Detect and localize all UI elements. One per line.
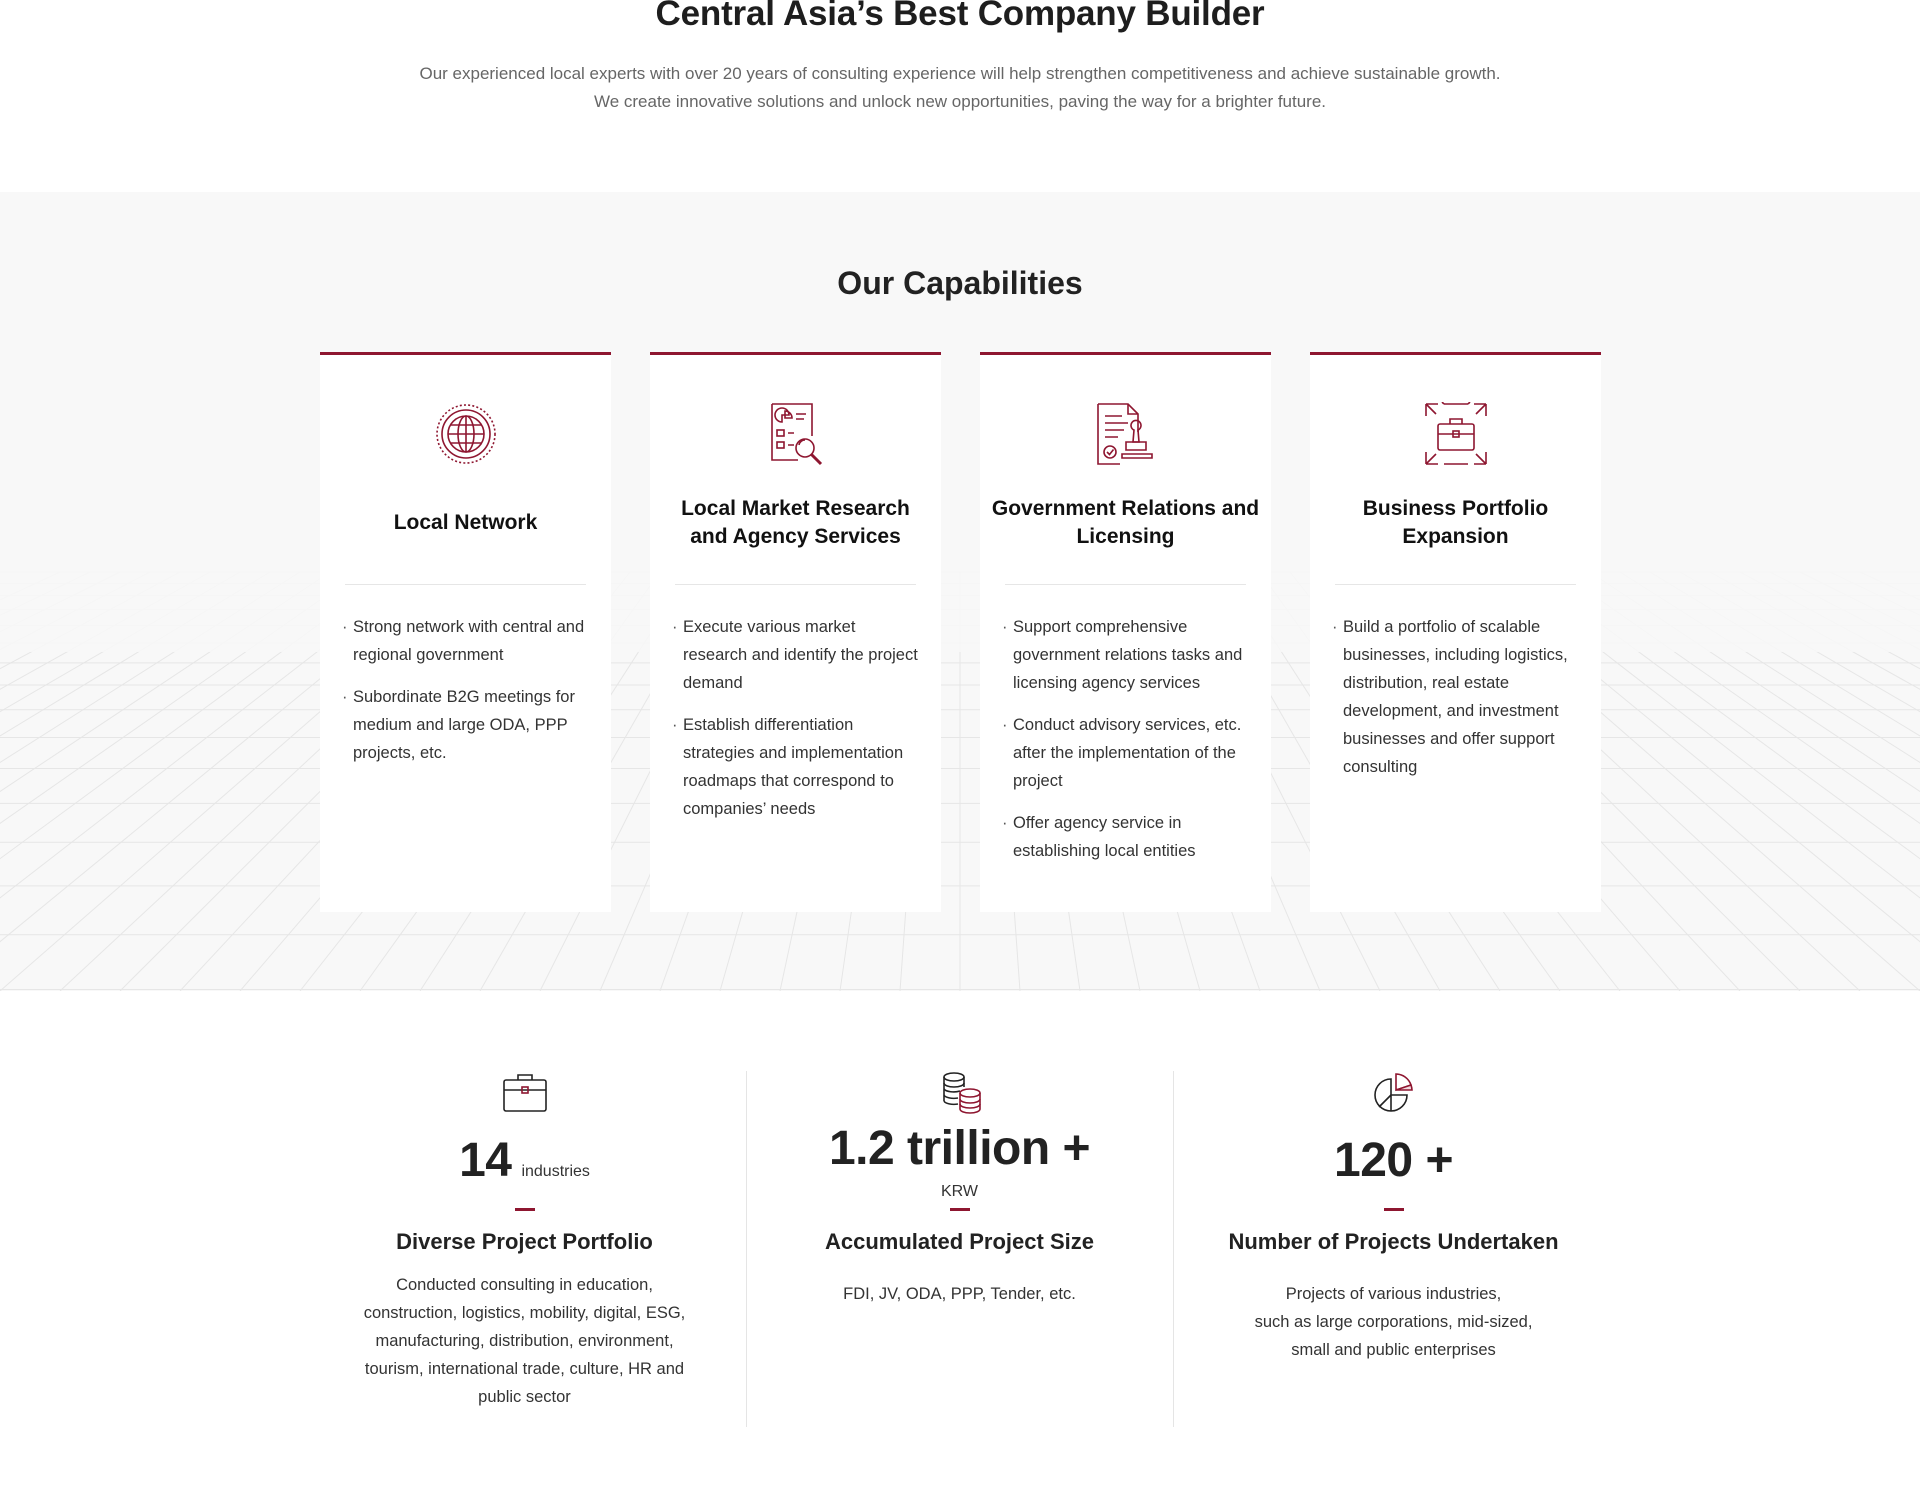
accent-bar [1384,1208,1404,1211]
stat-title: Accumulated Project Size [825,1229,1094,1254]
stat-unit: industries [521,1163,590,1180]
stat-projects-undertaken [1180,1071,1607,1431]
capabilities-section [0,192,1920,991]
list-item-text: Strong network with central and regional government [353,618,585,664]
stats-section [0,991,1920,1509]
briefcase-icon [501,1071,549,1115]
stat-title: Number of Projects Undertaken [1228,1229,1559,1254]
stat-separator [1173,1071,1174,1427]
list-item-text: Offer agency service in establishing local entities [1013,814,1196,860]
card-divider [345,584,586,585]
card-title: Local Network [393,511,538,534]
description-line: Projects of various industries, [1285,1285,1502,1303]
stat-number: 1.2 trillion + [828,1122,1091,1175]
card-divider [1335,584,1576,585]
description-line: public sector [478,1388,571,1406]
card-divider [1005,584,1246,585]
description-line: construction, logistics, mobility, digital, ESG, [363,1304,686,1322]
perspective-grid-background [0,192,1920,991]
hero-subtitle-line: We create innovative solutions and unlock new opportunities, paving the way for a brighter future. [593,92,1327,111]
capability-card-government-relations [980,352,1271,912]
capability-card-local-network [320,352,611,912]
hero-subtitle [0,60,1920,116]
list-item: · Conduct advisory services, etc. after the implementation of the project [1002,716,1242,790]
list-item: · Subordinate B2G meetings for medium and large ODA, PPP projects, etc. [342,688,575,762]
card-list [1004,613,1251,879]
stat-title: Diverse Project Portfolio [396,1229,653,1254]
stat-description [1200,1280,1587,1364]
card-list [1334,613,1581,795]
list-item-text: Conduct advisory services, etc. after the implementation of the project [1013,716,1242,790]
list-item: · Establish differentiation strategies and implementation roadmaps that correspond to companies’ needs [672,716,904,818]
document-stamp-icon [1094,402,1158,466]
globe-icon [434,402,498,466]
list-item-text: Support comprehensive government relations tasks and licensing agency services [1013,618,1243,692]
pie-chart-icon [1370,1071,1418,1115]
card-title: Local Market Research and Agency Services [681,497,910,548]
hero-subtitle-line: Our experienced local experts with over 20 years of consulting experience will help strengthen competitiveness and achieve sustainable growth. [419,64,1501,83]
description-line: such as large corporations, mid-sized, [1254,1313,1533,1331]
capabilities-title: Our Capabilities [837,265,1083,301]
list-item-text: Build a portfolio of scalable businesses, including logistics, distribution, real estate development, and investment businesses and offer support consulting [1343,618,1568,776]
stat-project-size [746,1071,1173,1431]
stat-value [1180,1133,1607,1189]
hero-section [0,0,1920,192]
description-line: FDI, JV, ODA, PPP, Tender, etc. [843,1285,1076,1303]
stat-description [766,1280,1153,1308]
list-item: · Strong network with central and regional government [342,618,585,664]
list-item-text: Subordinate B2G meetings for medium and large ODA, PPP projects, etc. [353,688,575,762]
stat-project-portfolio [311,1071,738,1431]
list-item-text: Establish differentiation strategies and implementation roadmaps that correspond to companies’ needs [683,716,904,818]
stat-unit: KRW [940,1183,979,1200]
stat-value [311,1133,738,1189]
market-research-icon [764,402,828,466]
stat-description [331,1271,718,1411]
description-line: Conducted consulting in education, [396,1276,653,1294]
list-item: · Offer agency service in establishing local entities [1002,814,1196,860]
coins-icon [936,1071,984,1115]
accent-bar [950,1208,970,1211]
list-item: · Execute various market research and identify the project demand [672,618,918,692]
description-line: manufacturing, distribution, environment, [375,1332,674,1350]
stat-value [746,1121,1173,1177]
card-title: Business Portfolio Expansion [1362,497,1549,548]
card-divider [675,584,916,585]
card-list [344,613,591,781]
capability-card-business-portfolio [1310,352,1601,912]
briefcase-expand-icon [1424,402,1488,466]
stat-number: 14 [459,1134,512,1187]
list-item-text: Execute various market research and identify the project demand [683,618,918,692]
stat-number: 120 + [1334,1134,1453,1187]
list-item: · Support comprehensive government relations tasks and licensing agency services [1002,618,1243,692]
accent-bar [515,1208,535,1211]
hero-title: Central Asia’s Best Company Builder [655,0,1265,33]
card-title: Government Relations and Licensing [991,497,1260,548]
description-line: small and public enterprises [1291,1341,1496,1359]
capability-card-market-research [650,352,941,912]
card-list [674,613,921,837]
list-item: · Build a portfolio of scalable businesses, including logistics, distribution, real estate development, and investment businesses and offer support consulting [1332,618,1568,776]
description-line: tourism, international trade, culture, HR and [364,1360,685,1378]
